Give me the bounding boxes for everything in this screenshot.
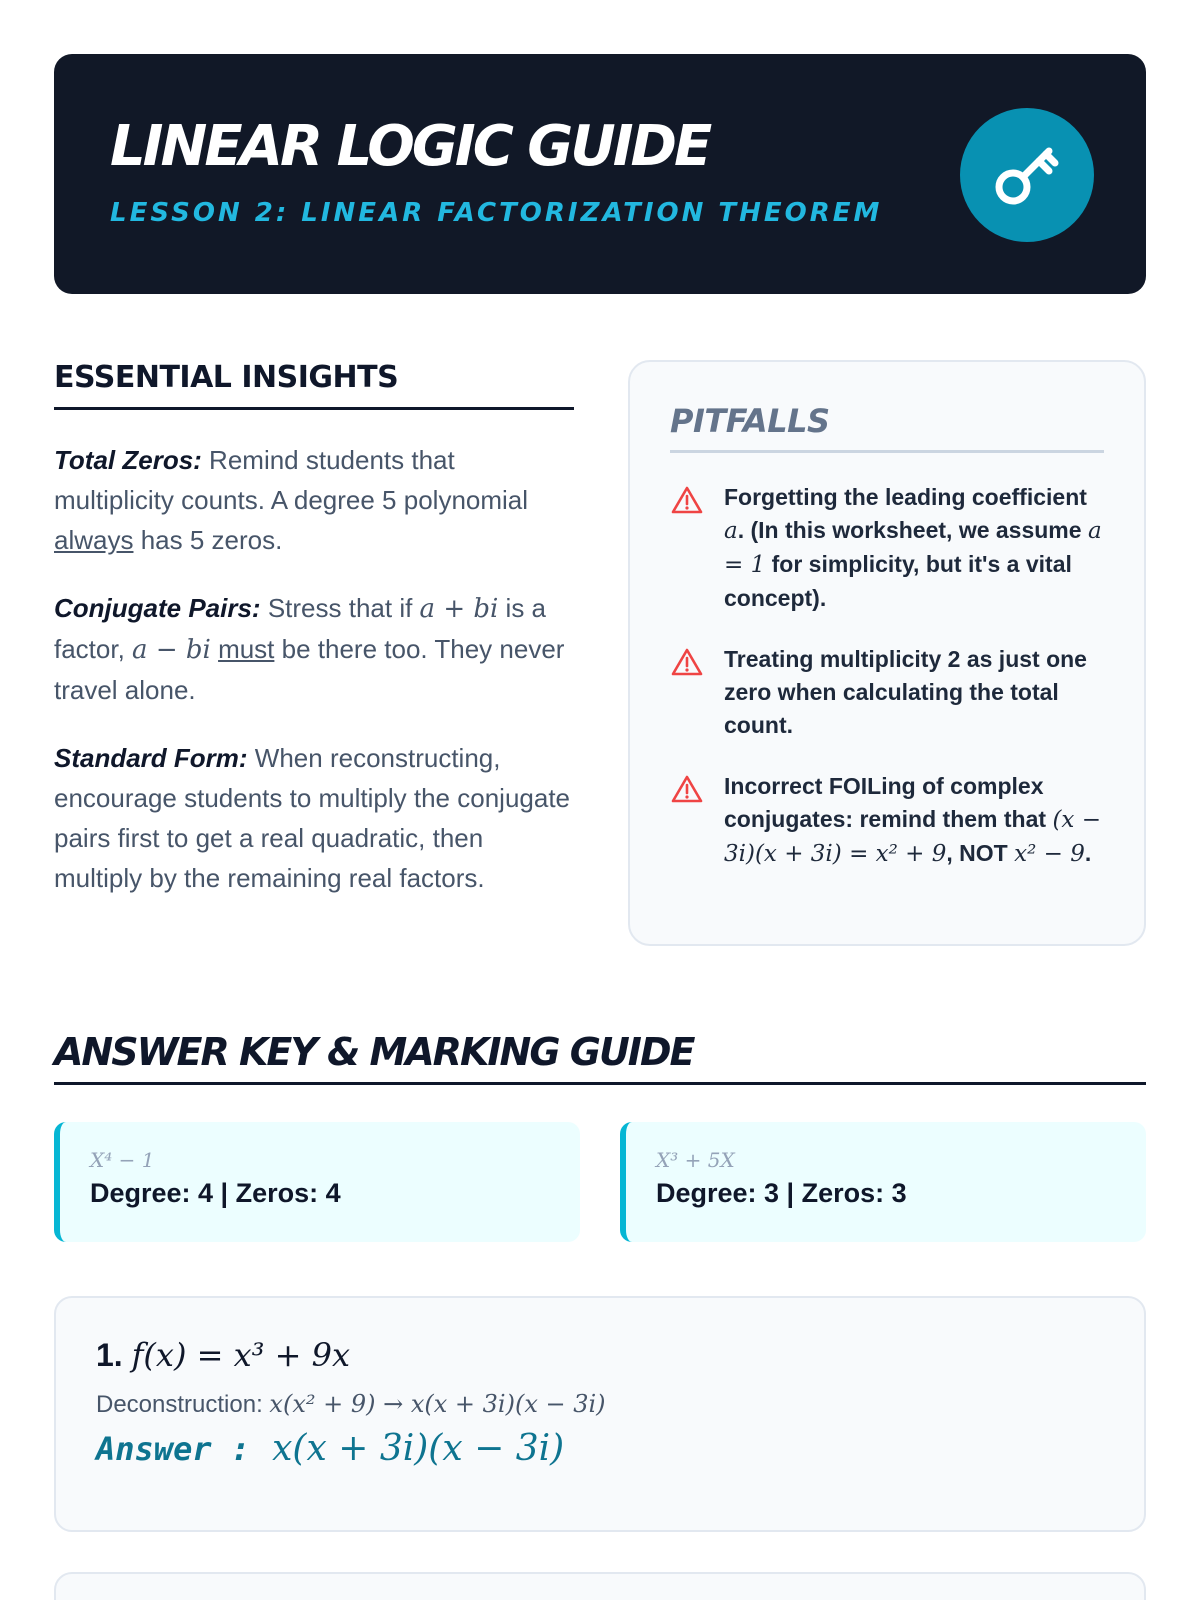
problem-card: [54, 1296, 1146, 1532]
summary-stats: Degree: 3 | Zeros: 3: [656, 1178, 907, 1208]
insight-text: When reconstructing, encourage students to multiply the conjugate pairs first to get a real quadratic, then multiply by the remaining real factors.: [54, 743, 571, 893]
insight-term: Conjugate Pairs:: [54, 593, 261, 623]
insight-emphasis: must: [218, 634, 275, 664]
summary-card: [620, 1122, 1146, 1242]
insight-math: a − bi: [132, 635, 211, 665]
lesson-subtitle: LESSON 2: LINEAR FACTORIZATION THEOREM: [110, 198, 883, 228]
pitfall-text-part: .: [1084, 840, 1092, 866]
problem-function: f(x) = x³ + 9x: [131, 1336, 351, 1374]
pitfall-text-part: Incorrect FOILing of complex conjugates: remind them that: [724, 773, 1053, 832]
problem-deconstruction: [96, 1390, 1144, 1419]
insight-term: Standard Form:: [54, 743, 248, 773]
key-icon: [989, 137, 1065, 213]
pitfall-text-part: , NOT: [946, 840, 1015, 866]
problem-title: [96, 1336, 1144, 1374]
insight-term: Total Zeros:: [54, 445, 202, 475]
warning-icon: [670, 643, 724, 742]
summary-expression: X³ + 5X: [656, 1148, 735, 1172]
pitfall-item: [670, 481, 1104, 615]
insight-text: has 5 zeros.: [133, 525, 283, 555]
key-badge: [960, 108, 1094, 242]
pitfalls-heading: PITFALLS: [670, 402, 1104, 453]
pitfall-text-part: for simplicity, but it's a vital concept).: [724, 551, 1072, 611]
insight-text: Stress that if: [260, 593, 420, 623]
pitfall-text: Treating multiplicity 2 as just one zero when calculating the total count.: [724, 646, 1087, 738]
insight-math: a + bi: [419, 594, 499, 624]
warning-icon: [670, 481, 724, 615]
insight-total-zeros: [54, 440, 574, 560]
insight-text: is a factor,: [54, 593, 547, 664]
problem-card: [54, 1572, 1146, 1600]
summary-stats: Degree: 4 | Zeros: 4: [90, 1178, 341, 1208]
insight-text: Remind students that multiplicity counts. A degree 5 polynomial: [54, 445, 529, 515]
pitfall-text-part: . (In this worksheet, we assume: [737, 517, 1088, 543]
problem-number: 1.: [96, 1337, 123, 1373]
answer-math: x(x + 3i)(x − 3i): [272, 1428, 565, 1469]
insight-conjugate-pairs: [54, 588, 574, 710]
pitfall-text: [724, 481, 1104, 615]
page-title: LINEAR LOGIC GUIDE: [110, 114, 710, 179]
deconstruction-math: x(x² + 9) → x(x + 3i)(x − 3i): [269, 1390, 606, 1418]
warning-icon: [670, 770, 724, 871]
pitfall-item: [670, 770, 1104, 871]
insight-standard-form: [54, 738, 574, 898]
deconstruction-label: Deconstruction:: [96, 1391, 270, 1418]
answer-key-heading: ANSWER KEY & MARKING GUIDE: [54, 1030, 1146, 1085]
insight-text: be there too. They never travel alone.: [54, 634, 565, 705]
pitfall-math: a = 1: [724, 518, 1102, 578]
pitfall-math: x² − 9: [1014, 841, 1085, 867]
pitfall-math: a: [724, 518, 738, 544]
pitfall-text: [724, 770, 1104, 871]
insight-emphasis: always: [54, 525, 134, 555]
guide-header: [54, 54, 1146, 294]
problem-answer: [96, 1427, 1144, 1469]
essential-insights: [54, 360, 574, 898]
answer-label: Answer :: [96, 1430, 251, 1468]
pitfall-math: (x − 3i)(x + 3i) = x² + 9: [724, 807, 1101, 867]
summary-card: [54, 1122, 580, 1242]
pitfall-text-part: Forgetting the leading coefficient: [724, 484, 1087, 510]
summary-expression: X⁴ − 1: [90, 1148, 155, 1172]
insights-heading: ESSENTIAL INSIGHTS: [54, 360, 574, 410]
pitfall-item: [670, 643, 1104, 742]
pitfalls-panel: [628, 360, 1146, 946]
